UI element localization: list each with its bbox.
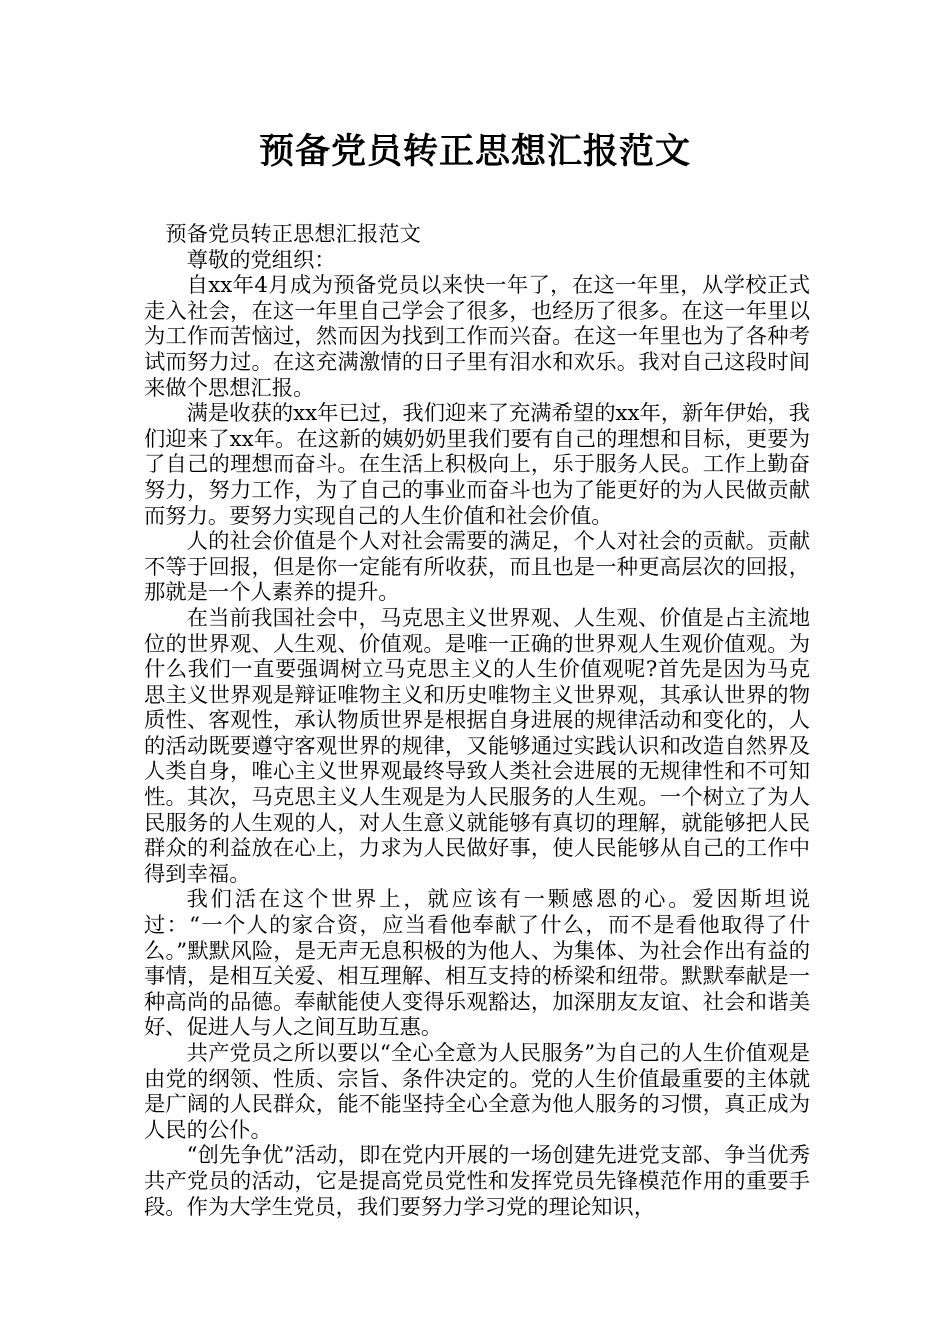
document-title: 预备党员转正思想汇报范文 [258,132,691,172]
paragraph: 自xx年4月成为预备党员以来快一年了，在这一年里，从学校正式走入社会，在这一年里自己学会了很多，也经历了很多。在这一年里以为工作而苦恼过，然而因为找到工作而兴奋。在这一年里也为了各种考试而努力过。在这充满激情的日子里有泪水和欢乐。我对自己这段时间来做个思想汇报。 [144,273,810,401]
paragraph: “创先争优”活动，即在党内开展的一场创建先进党支部、争当优秀共产党员的活动，它是提高党员党性和发挥党员先锋模范作用的重要手段。作为大学生党员，我们要努力学习党的理论知识， [144,1143,810,1220]
paragraph: 我们活在这个世界上，就应该有一颗感恩的心。爱因斯坦说过：“一个人的家合资，应当看他奉献了什么，而不是看他取得了什么。”默默风险，是无声无息积极的为他人、为集体、为社会作出有益的事情，是相互关爱、相互理解、相互支持的桥梁和纽带。默默奉献是一种高尚的品德。奉献能使人变得乐观豁达，加深朋友友谊、社会和谐美好、促进人与人之间互助互惠。 [144,887,810,1041]
paragraph: 共产党员之所以要以“全心全意为人民服务”为自己的人生价值观是由党的纲领、性质、宗旨、条件决定的。党的人生价值最重要的主体就是广阔的人民群众，能不能坚持全心全意为他人服务的习惯，真正成为人民的公仆。 [144,1041,810,1143]
paragraph: 满是收获的xx年已过，我们迎来了充满希望的xx年，新年伊始，我们迎来了xx年。在这新的姨奶奶里我们要有自己的理想和目标，更要为了自己的理想而奋斗。在生活上积极向上，乐于服务人民。工作上勤奋努力，努力工作，为了自己的事业而奋斗也为了能更好的为人民做贡献而努力。要努力实现自己的人生价值和社会价值。 [144,401,810,529]
salutation: 尊敬的党组织： [186,247,336,273]
paragraph: 在当前我国社会中，马克思主义世界观、人生观、价值是占主流地位的世界观、人生观、价值观。是唯一正确的世界观人生观价值观。为什么我们一直要强调树立马克思主义的人生价值观呢?首先是因为马克思主义世界观是辩证唯物主义和历史唯物主义世界观，其承认世界的物质性、客观性，承认物质世界是根据自身进展的规律活动和变化的，人的活动既要遵守客观世界的规律，又能够通过实践认识和改造自然界及人类自身，唯心主义世界观最终导致人类社会进展的无规律性和不可知性。其次，马克思主义人生观是为人民服务的人生观。一个树立了为人民服务的人生观的人，对人生意义就能够有真切的理解，就能够把人民群众的利益放在心上，力求为人民做好事，使人民能够从自己的工作中得到幸福。 [144,605,810,887]
document-subtitle: 预备党员转正思想汇报范文 [165,222,421,247]
paragraph: 人的社会价值是个人对社会需要的满足，个人对社会的贡献。贡献不等于回报，但是你一定能有所收获，而且也是一种更高层次的回报，那就是一个人素养的提升。 [144,529,810,606]
document-body [144,222,810,1220]
